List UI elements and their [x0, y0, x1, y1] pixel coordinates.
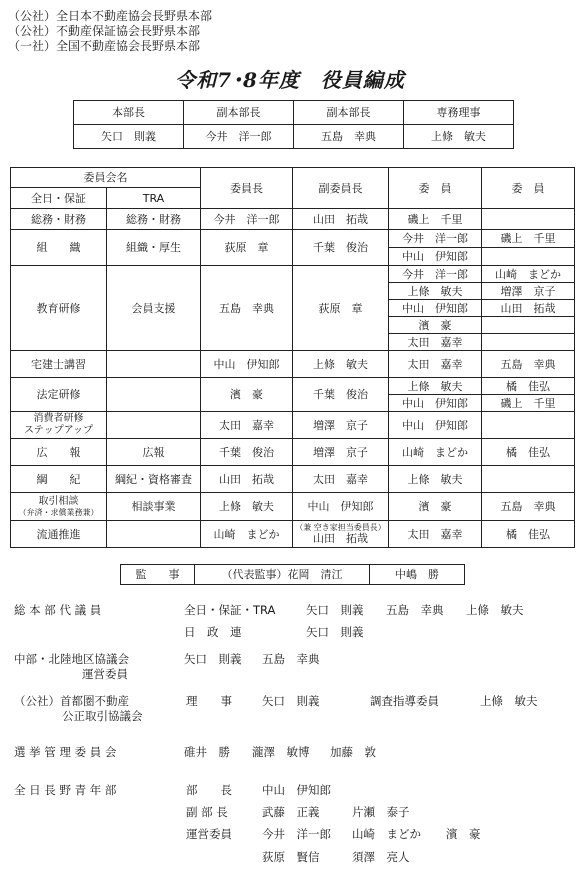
youth-label: 全 日 長 野 青 年 部 — [14, 783, 117, 797]
auditor-rep: （代表監事）花岡 清江 — [195, 565, 370, 585]
committee-member: 五島 幸典 — [482, 351, 575, 378]
col-header-member: 委 員 — [389, 168, 482, 209]
committee-name: 総務・財務 — [11, 209, 107, 230]
shutoken-name: 上條 敏夫 — [480, 694, 538, 708]
leader-name: 五島 幸典 — [294, 125, 404, 149]
sub-header-zennichi: 全日・保証 — [11, 188, 107, 209]
committee-vice: 中山 伊知郎 — [293, 493, 389, 521]
delegate-name: 上條 敏夫 — [466, 603, 524, 617]
committee-name-line: ステップアップ — [23, 425, 94, 436]
committee-tra-name: 組織・厚生 — [107, 230, 201, 266]
committee-member — [482, 209, 575, 230]
committee-name: 綱 紀 — [11, 466, 107, 493]
shutoken-label: （公社）首都圏不動産 — [14, 694, 129, 708]
committee-chair: 山崎 まどか — [201, 521, 293, 548]
youth-name: 須澤 亮人 — [352, 850, 410, 864]
committee-vice: 荻原 章 — [293, 266, 389, 351]
delegates-label: 総 本 部 代 議 員 — [14, 603, 102, 617]
committee-tra-name — [107, 378, 201, 412]
youth-role: 運営委員 — [186, 827, 232, 841]
committee-name-line: 消費者研修 — [33, 413, 84, 424]
committee-vice: 増澤 京子 — [293, 439, 389, 466]
chubu-name: 矢口 則義 — [184, 652, 242, 666]
auditor-label: 監 事 — [121, 565, 195, 585]
committee-member: 濱 豪 — [389, 493, 482, 521]
committee-member — [482, 248, 575, 266]
committee-member: 太田 嘉幸 — [389, 334, 482, 351]
committee-vice: 山田 拓哉 — [293, 209, 389, 230]
committee-vice: 千葉 俊治 — [293, 378, 389, 412]
youth-name: 武藤 正義 — [262, 805, 320, 819]
committee-group-header: 委員会名 — [11, 168, 201, 188]
committee-name: 法定研修 — [11, 378, 107, 412]
committee-member: 上條 敏夫 — [389, 378, 482, 395]
delegate-name: 矢口 則義 — [306, 625, 364, 639]
committee-member: 上條 敏夫 — [389, 283, 482, 300]
auditor-name: 中嶋 勝 — [370, 565, 465, 585]
committee-member — [482, 317, 575, 334]
committee-tra-name — [107, 521, 201, 548]
committee-member: 山崎 まどか — [389, 439, 482, 466]
committee-vice: 千葉 俊治 — [293, 230, 389, 266]
leader-role: 副本部長 — [184, 101, 294, 125]
youth-name: 片瀬 泰子 — [352, 805, 410, 819]
col-header-member: 委 員 — [482, 168, 575, 209]
col-header-vice: 副委員長 — [293, 168, 389, 209]
org-line-3: （一社）全国不動産協会長野県本部 — [8, 39, 201, 53]
sub-header-tra: TRA — [107, 188, 201, 209]
committee-vice: 増澤 京子 — [293, 412, 389, 439]
youth-role: 副 部 長 — [186, 805, 228, 819]
committee-member: 山田 拓哉 — [482, 300, 575, 317]
org-line-1: （公社）全日本不動産協会長野県本部 — [8, 9, 213, 23]
youth-name: 今井 洋一郎 — [262, 827, 331, 841]
chubu-name: 五島 幸典 — [262, 652, 320, 666]
committee-member: 太田 嘉幸 — [389, 351, 482, 378]
youth-role: 部 長 — [186, 783, 232, 797]
committee-member: 磯上 千里 — [482, 230, 575, 248]
committee-vice: 山田 拓哉 — [313, 532, 368, 545]
committee-tra-name — [107, 351, 201, 378]
committee-tra-name: 総務・財務 — [107, 209, 201, 230]
committee-name-line: 取引相談 — [38, 496, 79, 507]
leader-role: 専務理事 — [404, 101, 514, 125]
committee-vice: 太田 嘉幸 — [293, 466, 389, 493]
delegate-name: 矢口 則義 — [306, 603, 364, 617]
org-line-2: （公社）不動産保証協会長野県本部 — [8, 24, 201, 38]
election-name: 瀧澤 敏博 — [252, 745, 310, 759]
youth-name: 中山 伊知郎 — [262, 783, 331, 797]
committee-chair: 千葉 俊治 — [201, 439, 293, 466]
committee-member: 山崎 まどか — [482, 266, 575, 283]
shutoken-name: 矢口 則義 — [262, 694, 320, 708]
committee-name: 広 報 — [11, 439, 107, 466]
committee-member — [482, 334, 575, 351]
chubu-label-2: 運営委員 — [82, 667, 128, 681]
leader-role: 本部長 — [74, 101, 184, 125]
committee-member — [482, 466, 575, 493]
committee-tra-name: 相談事業 — [107, 493, 201, 521]
committee-member: 橘 佳弘 — [482, 439, 575, 466]
committee-chair: 濱 豪 — [201, 378, 293, 412]
leader-name: 今井 洋一郎 — [184, 125, 294, 149]
committee-member: 橘 佳弘 — [482, 521, 575, 548]
shutoken-role: 理 事 — [186, 694, 232, 708]
committee-member: 中山 伊知郎 — [389, 395, 482, 412]
committee-chair: 荻原 章 — [201, 230, 293, 266]
youth-name: 山崎 まどか — [352, 827, 421, 841]
leader-name: 矢口 則義 — [74, 125, 184, 149]
page-title: 令和7･8年度 役員編成 — [175, 68, 405, 92]
committee-name: 流通推進 — [11, 521, 107, 548]
committee-member: 磯上 千里 — [482, 395, 575, 412]
committee-name: 教育研修 — [11, 266, 107, 351]
committee-tra-name — [107, 412, 201, 439]
committee-chair: 太田 嘉幸 — [201, 412, 293, 439]
delegates-org: 全日・保証・TRA — [184, 603, 276, 617]
committee-name: 宅建士講習 — [11, 351, 107, 378]
committee-vice: 上條 敏夫 — [293, 351, 389, 378]
committee-table — [10, 167, 575, 548]
youth-name: 荻原 賢信 — [262, 850, 320, 864]
election-name: 加藤 敦 — [330, 745, 376, 759]
committee-member: 五島 幸典 — [482, 493, 575, 521]
committee-member: 橘 佳弘 — [482, 378, 575, 395]
committee-member: 中山 伊知郎 — [389, 300, 482, 317]
committee-chair: 五島 幸典 — [201, 266, 293, 351]
committee-name: 組 織 — [11, 230, 107, 266]
committee-chair: 上條 敏夫 — [201, 493, 293, 521]
committee-name-torihiki — [11, 493, 107, 521]
col-header-chair: 委員長 — [201, 168, 293, 209]
leader-role: 副本部長 — [294, 101, 404, 125]
committee-name-consumer — [11, 412, 107, 439]
committee-member: 磯上 千里 — [389, 209, 482, 230]
committee-name-note: （弁済・求償業務兼） — [18, 508, 99, 517]
committee-member: 中山 伊知郎 — [389, 412, 482, 439]
chubu-label: 中部・北陸地区協議会 — [14, 652, 129, 666]
auditor-table — [120, 564, 465, 585]
committee-member: 中山 伊知郎 — [389, 248, 482, 266]
leader-name: 上條 敏夫 — [404, 125, 514, 149]
committee-member: 今井 洋一郎 — [389, 266, 482, 283]
committee-chair: 今井 洋一郎 — [201, 209, 293, 230]
committee-vice-ryutsu — [293, 521, 389, 548]
committee-chair: 山田 拓哉 — [201, 466, 293, 493]
delegates-org-2: 日 政 連 — [184, 625, 242, 639]
committee-member: 濱 豪 — [389, 317, 482, 334]
election-label: 選 挙 管 理 委 員 会 — [14, 745, 117, 759]
leaders-table — [73, 100, 514, 149]
committee-member — [482, 412, 575, 439]
committee-tra-name: 広報 — [107, 439, 201, 466]
shutoken-role: 調査指導委員 — [370, 694, 439, 708]
committee-tra-name: 会員支援 — [107, 266, 201, 351]
delegate-name: 五島 幸典 — [386, 603, 444, 617]
committee-member: 増澤 京子 — [482, 283, 575, 300]
committee-member: 太田 嘉幸 — [389, 521, 482, 548]
committee-member: 上條 敏夫 — [389, 466, 482, 493]
youth-name: 濱 豪 — [446, 827, 481, 841]
election-name: 碓井 勝 — [184, 745, 230, 759]
committee-chair: 中山 伊知郎 — [201, 351, 293, 378]
shutoken-label-2: 公正取引協議会 — [62, 709, 143, 723]
vice-note: （兼 空き家担当委員長） — [295, 523, 386, 532]
committee-member: 今井 洋一郎 — [389, 230, 482, 248]
committee-tra-name: 綱紀・資格審査 — [107, 466, 201, 493]
